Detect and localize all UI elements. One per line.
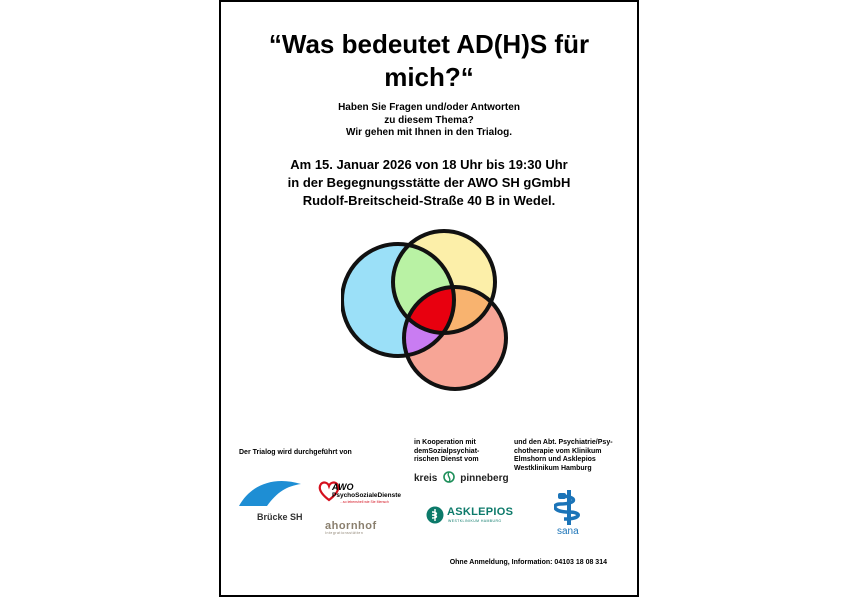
kreis-swirl-icon bbox=[443, 470, 455, 484]
venn-diagram-illustration bbox=[341, 228, 511, 398]
kreis-pinneberg-logo bbox=[414, 468, 514, 486]
intro-line: zu diesem Thema? bbox=[384, 114, 474, 126]
awo-logo bbox=[318, 478, 408, 510]
asklepios-logo-text: ASKLEPIOS bbox=[447, 506, 514, 518]
asklepios-staff-icon bbox=[426, 506, 444, 524]
ahornhof-logo bbox=[325, 520, 405, 540]
sana-logo bbox=[554, 490, 584, 540]
cooperation-text: in Kooperation mit demSozialpsychiat- rischen Dienst vom bbox=[414, 439, 480, 463]
awo-logo-tagline: ...so lebenshell wie Sie Mensch bbox=[340, 500, 389, 504]
sana-caduceus-icon bbox=[554, 490, 584, 526]
department-text: und den Abt. Psychiatrie/Psy- chotherapie vom Klinikum Elmshorn und Asklepios Westklinikum Hamburg bbox=[514, 439, 613, 472]
ahornhof-logo-text: ahornhof bbox=[325, 520, 377, 532]
poster bbox=[219, 0, 639, 597]
bruecke-sh-logo bbox=[237, 476, 309, 526]
intro-line: Wir gehen mit Ihnen in den Trialog. bbox=[345, 127, 513, 138]
kreis-logo-text: kreis bbox=[414, 473, 438, 484]
intro-text bbox=[221, 102, 637, 140]
bruecke-wave-icon bbox=[237, 476, 303, 508]
event-address: Rudolf-Breitscheid-Straße 40 B in Wedel. bbox=[302, 193, 556, 208]
poster-title bbox=[221, 28, 637, 94]
bruecke-logo-text: Brücke SH bbox=[257, 512, 303, 522]
awo-logo-text: AWO bbox=[332, 482, 354, 492]
title-line-1: “Was bedeutet AD(H)S für bbox=[268, 29, 590, 59]
ahornhof-logo-subtitle: Integrationsstätten bbox=[325, 531, 364, 535]
awo-logo-subtitle: PsychoSozialeDienste bbox=[332, 492, 401, 499]
event-venue: in der Begegnungsstätte der AWO SH gGmbH bbox=[287, 175, 571, 190]
pinneberg-logo-text: pinneberg bbox=[460, 473, 509, 484]
event-date: Am 15. Januar 2026 von 18 Uhr bis 19:30 Uhr bbox=[290, 157, 568, 172]
intro-line: Haben Sie Fragen und/oder Antworten bbox=[338, 102, 520, 113]
sana-logo-text: sana bbox=[557, 526, 579, 537]
asklepios-logo-subtitle: WESTKLINIKUM HAMBURG bbox=[448, 519, 502, 523]
event-details bbox=[221, 156, 637, 210]
footer-contact: Ohne Anmeldung, Information: 04103 18 08 314 bbox=[449, 559, 607, 566]
asklepios-logo bbox=[426, 504, 526, 528]
organizer-label: Der Trialog wird durchgeführt von bbox=[239, 449, 352, 456]
title-line-2: mich?“ bbox=[384, 62, 474, 92]
